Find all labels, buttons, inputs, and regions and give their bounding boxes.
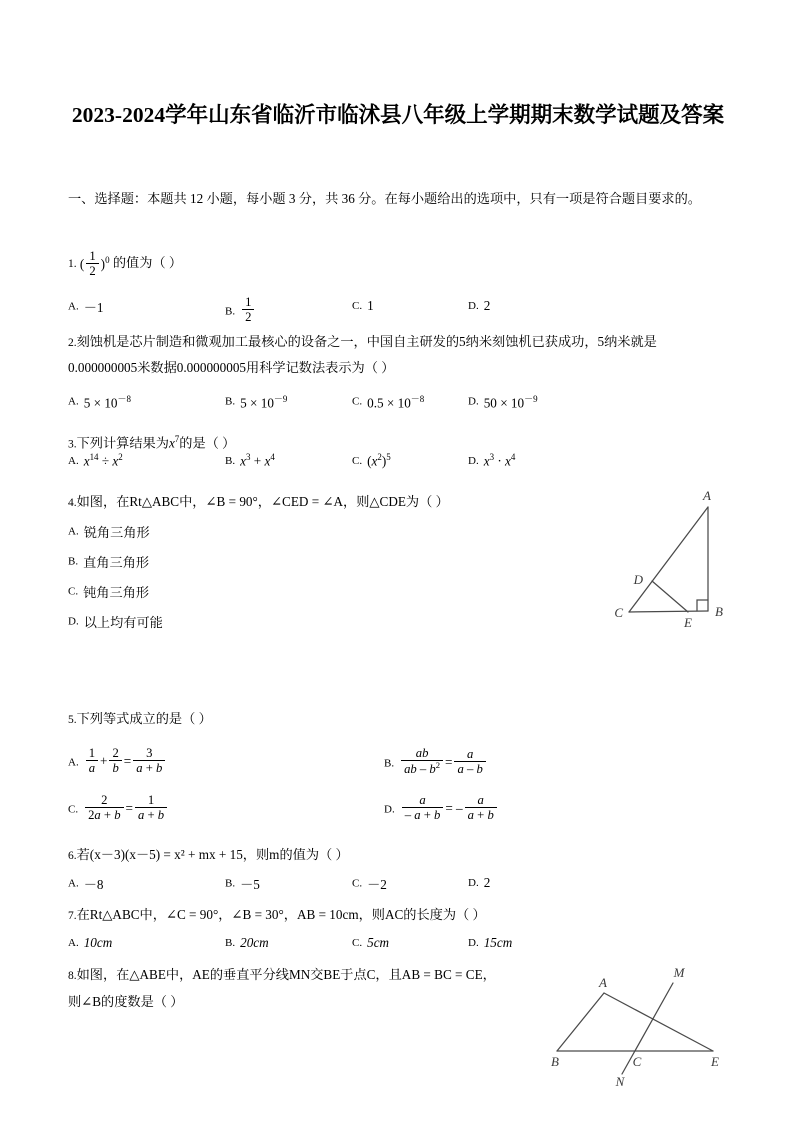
question-7-option-a[interactable]: A. 10cm — [68, 934, 113, 950]
question-6-option-a[interactable]: A. －8 — [68, 877, 104, 892]
question-8-stem — [68, 963, 538, 988]
question-1-option-a[interactable]: A. －1 — [68, 300, 104, 315]
figure-label-b: B — [715, 604, 723, 619]
question-3-math: x — [168, 435, 175, 451]
question-3-option-d[interactable]: D. $x^3 \cdot x^4$ — [468, 452, 516, 469]
figure-label-b: B — [551, 1054, 559, 1069]
question-3-number: 3. — [68, 438, 77, 451]
section-intro-text: 一、选择题：本题共 12 小题，每小题 3 分，共 36 分。在每小题给出的选项中，只有一项是符合题目要求的。 — [68, 191, 701, 206]
segment-ab — [557, 993, 604, 1051]
question-8-stem-line2 — [68, 990, 538, 1014]
segment-de — [652, 581, 688, 612]
question-1-expression: ( $\frac{1}{2}$ )$^0$ — [79, 248, 110, 278]
question-5-options-row-1 — [68, 748, 728, 788]
question-8-number: 8. — [68, 970, 77, 982]
question-2-stem-line2 — [68, 356, 728, 380]
question-1-option-c[interactable]: C. 1 — [352, 297, 374, 313]
figure-label-c: C — [614, 605, 623, 620]
question-5-text: 下列等式成立的是（ ） — [76, 711, 212, 726]
question-7-options — [68, 934, 728, 956]
question-7-option-c[interactable]: C. 5cm — [352, 934, 390, 950]
segment-ca — [629, 507, 708, 612]
question-1-stem — [68, 248, 728, 280]
question-2-line1: 刻蚀机是芯片制造和微观加工最核心的设备之一，中国自主研发的5纳米刻蚀机已获成功，5纳米就是 — [76, 334, 657, 349]
question-2-option-d[interactable]: D. $50 \times 10^{-9}$ — [468, 394, 538, 411]
figure-label-e: E — [711, 1054, 719, 1069]
question-6-stem — [68, 843, 728, 868]
question-2-number: 2. — [68, 337, 77, 349]
question-7-number: 7. — [68, 910, 77, 922]
question-6-text: 若(x－3)(x－5) = x² + mx + 15，则m的值为（ ） — [76, 847, 349, 862]
figure-label-e: E — [684, 615, 692, 630]
question-1-options — [68, 295, 728, 325]
question-5-option-c[interactable]: C. $\frac{2}{2a + b}$ = $\frac{1}{a + b}$ — [68, 795, 169, 824]
segment-mn — [622, 983, 673, 1074]
figure-label-c: C — [632, 1054, 642, 1069]
question-7-stem — [68, 903, 728, 928]
question-3-option-c[interactable]: C. $(x^2)^5$ — [352, 452, 391, 469]
question-5-option-a[interactable]: A. $\frac{1}{a}$ + $\frac{2}{b}$ = $\frac{3}{a + b}$ — [68, 748, 167, 777]
segment-ae — [604, 993, 713, 1051]
figure-label-d: D — [633, 572, 643, 587]
question-2-options — [68, 392, 728, 414]
question-2-option-a[interactable]: A. $5 \times 10^{-8}$ — [68, 394, 131, 411]
question-2-line2: 0.000000005米数据0.000000005用科学记数法表示为（ ） — [68, 360, 395, 375]
question-3-option-a[interactable]: A. $x^{14} \div x^2$ — [68, 452, 123, 469]
question-4-text: 如图，在Rt△ABC中，∠B = 90°，∠CED = ∠A，则△CDE为（ ） — [76, 494, 449, 509]
question-3-prefix: 下列计算结果为 — [76, 435, 169, 451]
question-5-option-d[interactable]: D. $\frac{a}{- a + b}$ = – $\frac{a}{a + b}$ — [384, 795, 499, 824]
question-4-option-a[interactable]: A. 锐角三角形 — [68, 525, 150, 540]
question-5-option-b[interactable]: B. $\frac{ab}{ab - b^2}$ = $\frac{a}{a - b}$ — [384, 748, 488, 779]
question-5-number: 5. — [68, 714, 77, 726]
question-5-options-row-2 — [68, 795, 728, 835]
question-7-option-b[interactable]: B. 20cm — [225, 934, 269, 950]
question-4-option-d[interactable]: D. 以上均有可能 — [68, 615, 163, 630]
question-1-number: 1. — [68, 258, 77, 271]
question-6-option-d[interactable]: D. 2 — [468, 874, 491, 890]
question-1-suffix: 的值为（ ） — [112, 255, 183, 271]
question-6-number: 6. — [68, 850, 77, 862]
right-triangle-diagram — [612, 485, 737, 630]
question-8-figure — [545, 962, 735, 1087]
page-title: 2023-2024学年山东省临沂市临沭县八年级上学期期末数学试题及答案 — [71, 103, 725, 127]
question-6-options — [68, 874, 728, 896]
question-4-figure — [612, 485, 737, 630]
question-4-option-c[interactable]: C. 钝角三角形 — [68, 585, 150, 600]
question-6-option-c[interactable]: C. －2 — [352, 877, 387, 892]
figure-label-a: A — [703, 488, 711, 503]
figure-label-n: N — [615, 1074, 625, 1089]
question-8-line2: 则∠B的度数是（ ） — [68, 994, 184, 1009]
question-2-option-b[interactable]: B. $5 \times 10^{-9}$ — [225, 394, 288, 411]
question-3-option-b[interactable]: B. $x^3 + x^4$ — [225, 452, 275, 469]
question-5-stem — [68, 707, 728, 732]
question-1-option-b[interactable]: B. $\frac{1}{2}$ — [225, 297, 256, 326]
question-7-text: 在Rt△ABC中，∠C = 90°，∠B = 30°，AB = 10cm，则AC的长度为（ ） — [76, 907, 486, 922]
segment-bc — [629, 611, 708, 612]
question-2-stem — [68, 330, 728, 355]
question-4-option-b[interactable]: B. 直角三角形 — [68, 555, 150, 570]
question-3-options — [68, 452, 728, 474]
question-2-option-c[interactable]: C. $0.5 \times 10^{-8}$ — [352, 394, 425, 411]
question-7-option-d[interactable]: D. 15cm — [468, 934, 513, 950]
figure-label-a: A — [599, 975, 607, 990]
question-6-option-b[interactable]: B. －5 — [225, 877, 260, 892]
figure-label-m: M — [673, 965, 685, 980]
question-3-suffix: 的是（ ） — [179, 435, 236, 451]
question-4-number: 4. — [68, 497, 77, 509]
section-intro — [68, 186, 728, 212]
question-8-line1: 如图，在△ABE中，AE的垂直平分线MN交BE于点C，且AB = BC = CE， — [76, 967, 496, 982]
right-angle-mark-b — [697, 600, 708, 611]
triangle-abe-diagram — [545, 962, 735, 1087]
question-3-exponent: 7 — [174, 434, 180, 444]
question-1-option-d[interactable]: D. 2 — [468, 297, 491, 313]
